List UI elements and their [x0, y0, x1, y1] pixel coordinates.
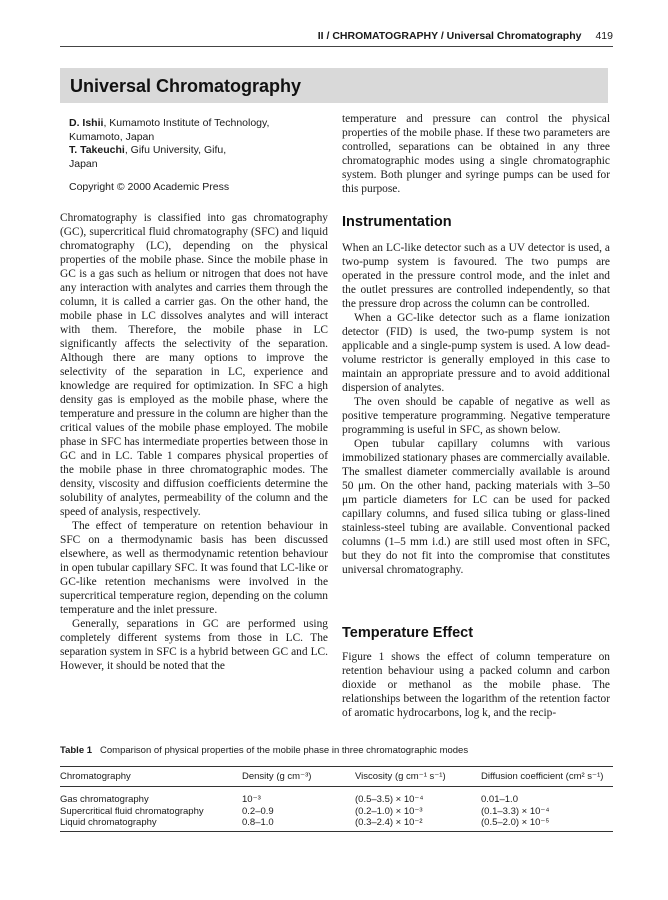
article-title: Universal Chromatography [70, 76, 302, 96]
right-column-instrumentation [342, 241, 610, 577]
table-header-row [60, 767, 613, 787]
section-heading: Instrumentation [342, 214, 452, 230]
author-name: D. Ishii [69, 117, 104, 129]
author-2 [69, 144, 324, 171]
author-affiliation-line2: Kumamoto, Japan [69, 130, 155, 143]
table-cell: (0.5–2.0) × 10⁻⁵ [481, 817, 613, 831]
left-column [60, 211, 328, 673]
instrumentation-section-heading [342, 215, 452, 237]
paragraph: The oven should be capable of negative as well as positive temperature programming. Negative temperature programming is useful in SFC, as shown below. [342, 396, 610, 436]
author-block [69, 117, 324, 195]
author-1 [69, 117, 324, 144]
column-header: Viscosity (g cm⁻¹ s⁻¹) [355, 767, 481, 787]
paragraph: Generally, separations in GC are performed using completely different systems from those in LC. The separation system in SFC is a hybrid between GC and LC. However, it should be noted that the [60, 618, 328, 672]
table-label: Table 1 [60, 745, 93, 756]
properties-table [60, 766, 613, 832]
right-column-temperature [342, 650, 610, 720]
table-row [60, 817, 613, 831]
column-header: Density (g cm⁻³) [242, 767, 355, 787]
paragraph: Open tubular capillary columns with various immobilized stationary phases are commercially available. The smallest diameter commercially available is around 50 μm. On the other hand, packing materials with 3–50 μm particle diameters for LC can be used for packed capillary columns, and fused silica tubing or glass-lined stainless-steel tubing are available. Conventional packed columns (1–5 mm i.d.) are still used most often in SFC, but they do not fit into the compromise that constitutes universal chromatography. [342, 438, 610, 576]
table-cell: 0.01–1.0 [481, 794, 518, 805]
author-name: T. Takeuchi [69, 144, 125, 156]
table-cell: (0.3–2.4) × 10⁻² [355, 817, 481, 831]
table-caption [60, 745, 613, 756]
table-cell: (0.1–3.3) × 10⁻⁴ [481, 805, 550, 817]
running-head [60, 30, 613, 42]
section-heading: Temperature Effect [342, 625, 474, 641]
paragraph: When a GC-like detector such as a flame ionization detector (FID) is used, the two-pump system is not applicable and a single-pump system is used. A low dead-volume restrictor is generally employed in this case to maintain an appropriate pressure and to avoid additional dispersion of analytes. [342, 312, 610, 394]
paragraph: Chromatography is classified into gas chromatography (GC), supercritical fluid chromatography (SFC) and liquid chromatography (LC), depending on the physical properties of the mobile phase. Since the mobile phase in GC is a gas such as helium or nitrogen that does not have any interaction with analytes and carries them through the column, it is called a carrier gas. On the other hand, the mobile phase in LC dissolves analytes and will interact with them. Therefore, the mobile phase in LC significantly affects the selectivity of the separation. Although there are many options to improve the selectivity of the separation in LC, experience and knowledge are required for optimization. In SFC a high density gas is employed as the mobile phase, where the temperature and pressure in the column are higher than the critical values of the mobile phase employed. The mobile phase in SFC has intermediate properties between those in GC and in LC. Table 1 compares physical properties of the mobile phase in three chromatographic modes. The density, viscosity and diffusion coefficients determine the solubility of analytes, permeability of the column and the speed of analysis, respectively. [60, 212, 328, 518]
author-affiliation-line2: Japan [69, 157, 98, 170]
table-1 [60, 745, 613, 832]
paragraph: When an LC-like detector such as a UV detector is used, a two-pump system is favoured. The two pumps are operated in the pressure control mode, and the inlet and the outlet pressures are controlled independently, so that the pressure drop across the column can be controlled. [342, 242, 610, 310]
author-affiliation: , Gifu University, Gifu, [124, 144, 227, 156]
table-row [60, 787, 613, 806]
column-header: Chromatography [60, 767, 242, 787]
header-rule [60, 46, 613, 47]
running-head-text: II / CHROMATOGRAPHY / Universal Chromatography [317, 30, 582, 42]
right-column-top [342, 112, 610, 196]
table-cell: (0.2–1.0) × 10⁻³ [355, 805, 423, 817]
page-number: 419 [595, 30, 613, 42]
table-cell: Supercritical fluid chromatography [60, 805, 204, 817]
table-cell: (0.5–3.5) × 10⁻⁴ [355, 794, 424, 805]
table-caption-text: Comparison of physical properties of the mobile phase in three chromatographic modes [100, 745, 469, 756]
table-cell: Gas chromatography [60, 794, 149, 805]
table-cell: Liquid chromatography [60, 817, 242, 831]
title-band [60, 68, 608, 103]
table-cell: 0.8–1.0 [242, 817, 355, 831]
paragraph: The effect of temperature on retention behaviour in SFC on a thermodynamic basis has been discussed elsewhere, as well as thermodynamic retention behaviour in open tubular capillary SFC. It was found that LC-like or GC-like retention mechanisms were involved in the supercritical temperature region, depending on the column temperature and the inlet pressure. [60, 520, 328, 616]
table-row [60, 806, 613, 818]
table-cell: 0.2–0.9 [242, 805, 274, 817]
column-header: Diffusion coefficient (cm² s⁻¹) [481, 767, 613, 787]
author-affiliation: , Kumamoto Institute of Technology, [103, 117, 270, 129]
paragraph: temperature and pressure can control the physical properties of the mobile phase. If these two parameters are controlled, separations can be obtained in any three chromatographic modes using a single chromatographic system. Both plunger and syringe pumps can be used for this purpose. [342, 113, 610, 195]
copyright: Copyright © 2000 Academic Press [69, 181, 230, 193]
temperature-section-heading [342, 626, 473, 648]
paragraph: Figure 1 shows the effect of column temperature on retention behaviour using a packed column and carbon dioxide or methanol as the mobile phase. The relationships between the logarithm of the retention factor of aromatic hydrocarbons, log k, and the recip- [342, 651, 610, 719]
table-cell: 10⁻³ [242, 794, 261, 805]
